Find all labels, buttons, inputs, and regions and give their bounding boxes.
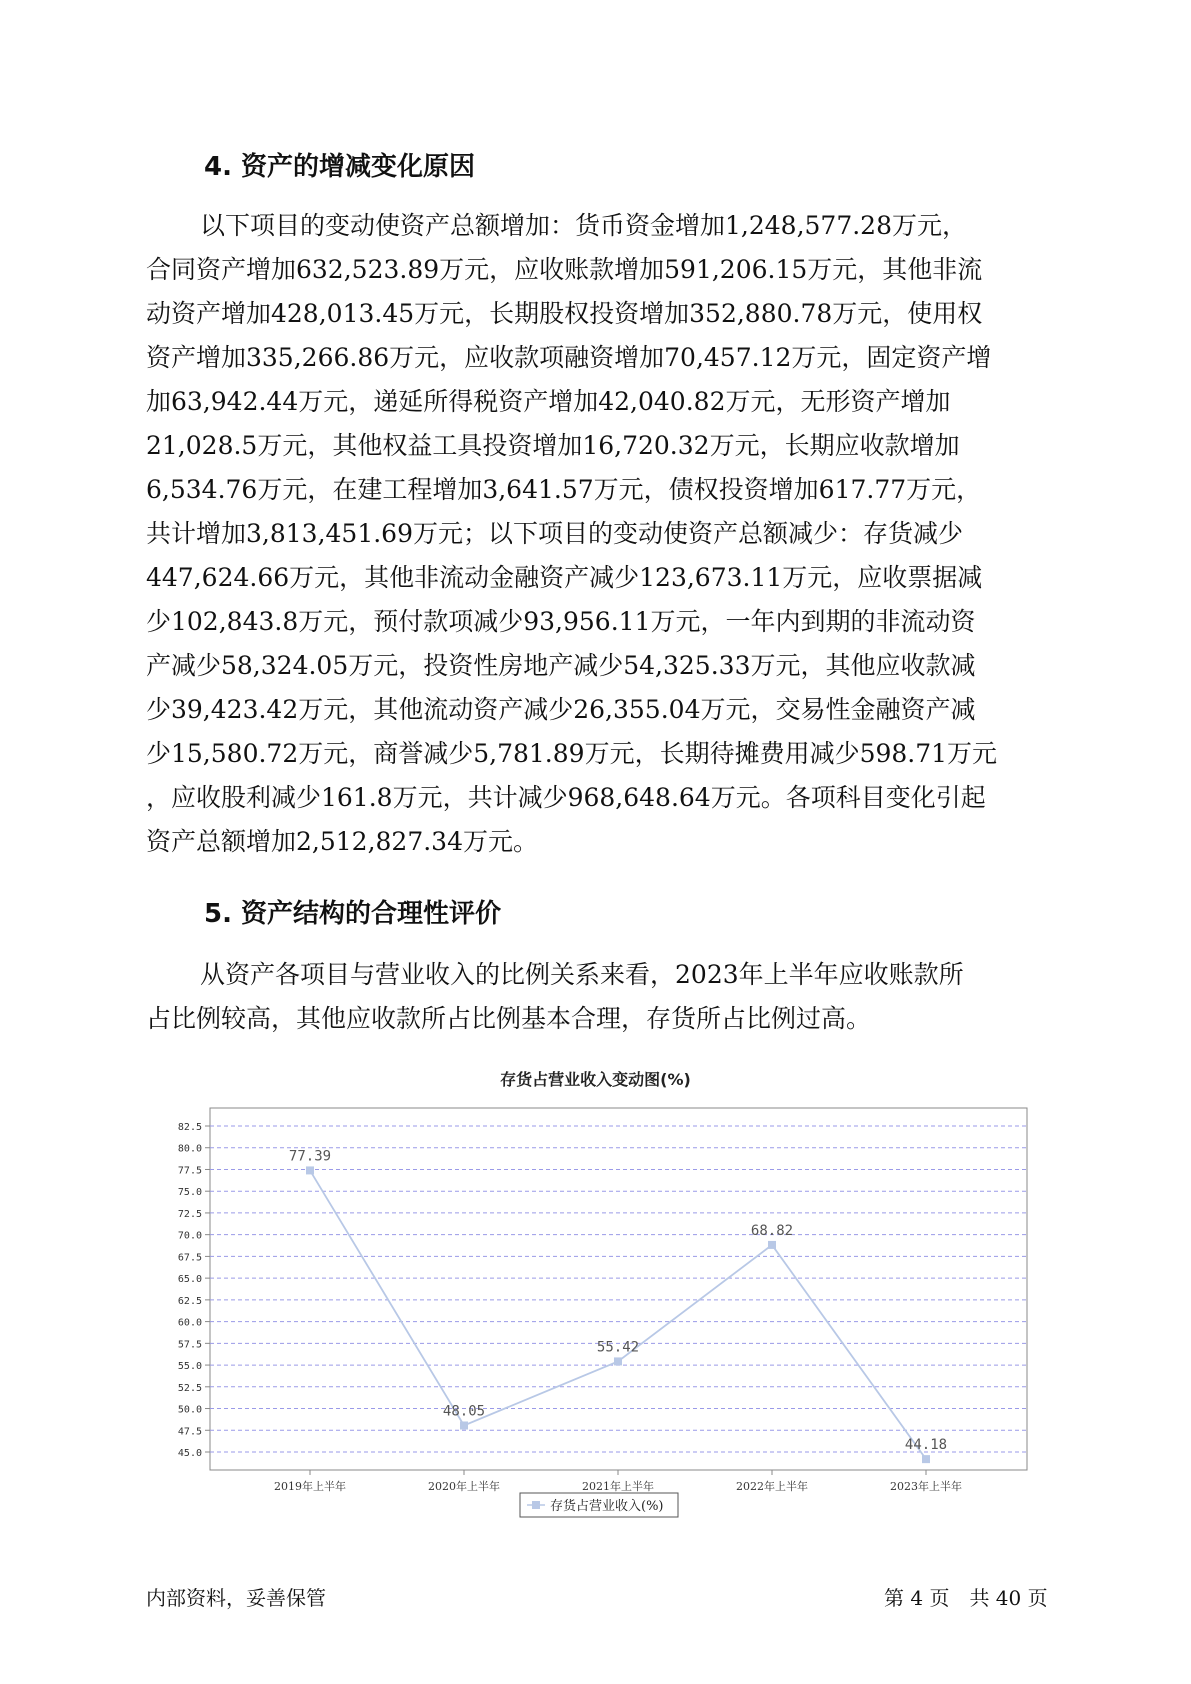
paragraph-line: 资产总额增加2,512,827.34万元。	[146, 827, 538, 856]
paragraph-line: ，应收股利减少161.8万元，共计减少968,648.64万元。各项科目变化引起	[146, 783, 986, 812]
paragraph-line: 动资产增加428,013.45万元，长期股权投资增加352,880.78万元，使用权	[146, 299, 983, 328]
data-label: 48.05	[442, 1403, 486, 1420]
plot-frame	[210, 1108, 1027, 1470]
y-tick-label: 52.5	[177, 1382, 202, 1394]
paragraph-line: 加63,942.44万元，递延所得税资产增加42,040.82万元，无形资产增加	[146, 387, 951, 416]
y-tick-label: 47.5	[177, 1426, 202, 1438]
y-tick-label: 57.5	[177, 1339, 202, 1351]
paragraph-line: 少39,423.42万元，其他流动资产减少26,355.04万元，交易性金融资产减	[146, 695, 976, 724]
y-tick-label: 45.0	[177, 1448, 202, 1459]
paragraph-line: 从资产各项目与营业收入的比例关系来看，2023年上半年应收账款所	[200, 960, 964, 989]
x-tick-label: 2020年上半年	[428, 1480, 500, 1493]
paragraph-line: 以下项目的变动使资产总额增加：货币资金增加1,248,577.28万元，	[200, 211, 967, 240]
paragraph-line: 共计增加3,813,451.69万元；以下项目的变动使资产总额减少：存货减少	[146, 519, 963, 548]
y-tick-label: 77.5	[177, 1165, 202, 1177]
y-tick-label: 82.5	[177, 1122, 202, 1133]
paragraph-line: 占比例较高，其他应收款所占比例基本合理，存货所占比例过高。	[146, 1004, 872, 1033]
y-tick-label: 67.5	[177, 1252, 202, 1264]
paragraph-line: 21,028.5万元，其他权益工具投资增加16,720.32万元，长期应收款增加	[146, 431, 960, 460]
x-tick-label: 2019年上半年	[274, 1480, 346, 1493]
paragraph-line: 少102,843.8万元，预付款项减少93,956.11万元，一年内到期的非流动资	[146, 607, 976, 636]
y-tick-label: 70.0	[177, 1230, 202, 1242]
section-4-heading: 4. 资产的增减变化原因	[204, 152, 476, 182]
legend-label: 存货占营业收入(%)	[550, 1499, 664, 1514]
y-tick-label: 50.0	[177, 1404, 202, 1416]
paragraph-line: 6,534.76万元，在建工程增加3,641.57万元，债权投资增加617.77万元，	[146, 475, 982, 504]
x-tick-label: 2021年上半年	[582, 1480, 654, 1493]
y-tick-label: 60.0	[177, 1317, 202, 1329]
data-point	[460, 1421, 468, 1429]
x-tick-label: 2022年上半年	[736, 1480, 808, 1493]
paragraph-line: 资产增加335,266.86万元，应收款项融资增加70,457.12万元，固定资产增	[146, 343, 992, 372]
chart-title: 存货占营业收入变动图(%)	[500, 1070, 691, 1089]
data-point	[922, 1455, 930, 1463]
x-tick-label: 2023年上半年	[890, 1480, 962, 1493]
y-tick-label: 62.5	[177, 1295, 202, 1307]
footer-page-number: 第 4 页 共 40 页	[884, 1586, 1048, 1610]
paragraph-line: 少15,580.72万元，商誉减少5,781.89万元，长期待摊费用减少598.71万元	[146, 739, 998, 768]
data-label: 44.18	[904, 1437, 948, 1454]
y-tick-label: 65.0	[177, 1274, 202, 1286]
data-point	[306, 1166, 314, 1174]
y-tick-label: 72.5	[177, 1208, 202, 1220]
paragraph-line: 产减少58,324.05万元，投资性房地产减少54,325.33万元，其他应收款减	[146, 651, 976, 680]
section-5-heading: 5. 资产结构的合理性评价	[204, 899, 502, 929]
paragraph-line: 合同资产增加632,523.89万元，应收账款增加591,206.15万元，其他非流	[146, 255, 983, 284]
paragraph-line: 447,624.66万元，其他非流动金融资产减少123,673.11万元，应收票据减	[146, 563, 983, 592]
data-point	[614, 1357, 622, 1365]
series-line	[310, 1170, 926, 1459]
data-label: 68.82	[750, 1222, 794, 1239]
y-tick-label: 75.0	[177, 1187, 202, 1199]
y-tick-label: 55.0	[177, 1361, 202, 1373]
footer-confidential-note: 内部资料，妥善保管	[146, 1586, 326, 1610]
data-point	[768, 1241, 776, 1249]
data-label: 77.39	[288, 1148, 332, 1165]
legend-swatch-marker	[532, 1501, 540, 1509]
data-label: 55.42	[596, 1339, 640, 1356]
y-tick-label: 80.0	[177, 1143, 202, 1155]
